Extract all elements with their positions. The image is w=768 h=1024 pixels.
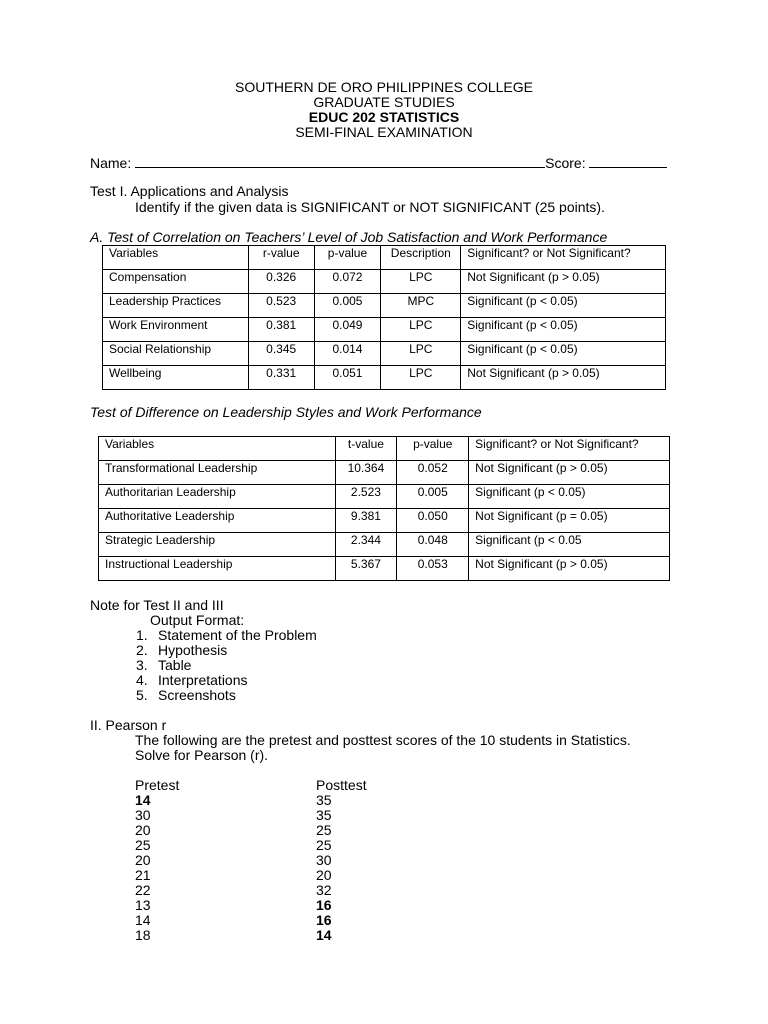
name-score-line [90, 155, 667, 171]
p-value-cell: 0.005 [397, 485, 469, 509]
variable-cell: Compensation [103, 270, 249, 294]
description-cell: LPC [381, 318, 461, 342]
list-item: 4. Interpretations [136, 672, 248, 688]
test1-title: Test I. Applications and Analysis [90, 183, 289, 199]
table-row [103, 294, 666, 318]
p-value-cell: 0.052 [397, 461, 469, 485]
header-cell: Variables [99, 437, 336, 461]
name-blank[interactable] [135, 155, 545, 168]
header-cell: t-value [335, 437, 397, 461]
posttest-score: 30 [316, 852, 332, 868]
pretest-column [135, 793, 151, 943]
t-value-cell: 9.381 [335, 509, 397, 533]
posttest-label: Posttest [316, 777, 367, 793]
school-name: SOUTHERN DE ORO PHILIPPINES COLLEGE [235, 79, 533, 95]
table-b-caption: Test of Difference on Leadership Styles and Work Performance [90, 404, 482, 420]
pretest-score: 22 [135, 882, 151, 898]
posttest-score: 25 [316, 822, 332, 838]
pretest-score: 30 [135, 807, 151, 823]
table-row [103, 366, 666, 390]
pretest-score: 25 [135, 837, 151, 853]
variable-cell: Work Environment [103, 318, 249, 342]
variable-cell: Authoritarian Leadership [99, 485, 336, 509]
r-value-cell: 0.381 [248, 318, 314, 342]
posttest-score: 14 [316, 927, 332, 943]
pretest-score: 20 [135, 852, 151, 868]
header-cell: Significant? or Not Significant? [461, 246, 666, 270]
r-value-cell: 0.326 [248, 270, 314, 294]
exam-title: SEMI-FINAL EXAMINATION [295, 124, 473, 140]
t-value-cell: 5.367 [335, 557, 397, 581]
table-row [99, 485, 670, 509]
variable-cell: Leadership Practices [103, 294, 249, 318]
r-value-cell: 0.345 [248, 342, 314, 366]
t-value-cell: 2.523 [335, 485, 397, 509]
description-cell: LPC [381, 342, 461, 366]
t-value-cell: 10.364 [335, 461, 397, 485]
header-cell: r-value [248, 246, 314, 270]
p-value-cell: 0.049 [314, 318, 381, 342]
p-value-cell: 0.050 [397, 509, 469, 533]
p-value-cell: 0.053 [397, 557, 469, 581]
list-item: 1. Statement of the Problem [136, 627, 317, 643]
posttest-score: 32 [316, 882, 332, 898]
posttest-score: 25 [316, 837, 332, 853]
significance-cell: Not Significant (p > 0.05) [461, 270, 666, 294]
r-value-cell: 0.331 [248, 366, 314, 390]
pretest-score: 21 [135, 867, 151, 883]
header-cell: p-value [314, 246, 381, 270]
output-format-label: Output Format: [150, 612, 245, 628]
p-value-cell: 0.072 [314, 270, 381, 294]
posttest-score: 16 [316, 897, 332, 913]
test1-instruction: Identify if the given data is SIGNIFICANT or NOT SIGNIFICANT (25 points). [135, 199, 605, 215]
significance-cell: Not Significant (p > 0.05) [469, 557, 670, 581]
significance-cell: Significant (p < 0.05) [461, 294, 666, 318]
header-cell: Variables [103, 246, 249, 270]
significance-cell: Not Significant (p > 0.05) [469, 461, 670, 485]
variable-cell: Social Relationship [103, 342, 249, 366]
difference-table [98, 436, 670, 581]
t-value-cell: 2.344 [335, 533, 397, 557]
list-item: 3. Table [136, 657, 192, 673]
table-row [99, 533, 670, 557]
course-title: EDUC 202 STATISTICS [308, 109, 460, 125]
list-item: 5. Screenshots [136, 687, 236, 703]
p-value-cell: 0.051 [314, 366, 381, 390]
table-header-row [99, 437, 670, 461]
table-header-row [103, 246, 666, 270]
table-row [99, 557, 670, 581]
posttest-score: 35 [316, 792, 332, 808]
p-value-cell: 0.005 [314, 294, 381, 318]
pretest-score: 18 [135, 927, 151, 943]
score-label: Score: [545, 155, 590, 171]
header-cell: p-value [397, 437, 469, 461]
r-value-cell: 0.523 [248, 294, 314, 318]
posttest-score: 20 [316, 867, 332, 883]
variable-cell: Strategic Leadership [99, 533, 336, 557]
note-title: Note for Test II and III [90, 597, 224, 613]
table-row [99, 461, 670, 485]
variable-cell: Instructional Leadership [99, 557, 336, 581]
pearson-instruction-1: The following are the pretest and posttest scores of the 10 students in Statistics. [135, 732, 631, 748]
significance-cell: Significant (p < 0.05) [461, 318, 666, 342]
variable-cell: Wellbeing [103, 366, 249, 390]
output-format-list [136, 628, 317, 703]
pretest-score: 20 [135, 822, 151, 838]
name-label: Name: [90, 155, 136, 171]
table-row [103, 270, 666, 294]
pretest-score: 14 [135, 912, 151, 928]
posttest-score: 16 [316, 912, 332, 928]
posttest-column [316, 793, 332, 943]
variable-cell: Transformational Leadership [99, 461, 336, 485]
description-cell: LPC [381, 366, 461, 390]
table-row [99, 509, 670, 533]
description-cell: LPC [381, 270, 461, 294]
significance-cell: Not Significant (p = 0.05) [469, 509, 670, 533]
list-item: 2. Hypothesis [136, 642, 228, 658]
description-cell: MPC [381, 294, 461, 318]
score-blank[interactable] [589, 155, 667, 168]
significance-cell: Significant (p < 0.05) [461, 342, 666, 366]
header-cell: Description [381, 246, 461, 270]
pearson-title: II. Pearson r [90, 717, 167, 733]
header-cell: Significant? or Not Significant? [469, 437, 670, 461]
table-row [103, 318, 666, 342]
pretest-score: 14 [135, 792, 151, 808]
p-value-cell: 0.048 [397, 533, 469, 557]
pearson-instruction-2: Solve for Pearson (r). [135, 747, 269, 763]
posttest-score: 35 [316, 807, 332, 823]
table-a-caption: A. Test of Correlation on Teachers’ Level of Job Satisfaction and Work Performance [90, 229, 608, 245]
significance-cell: Significant (p < 0.05) [469, 485, 670, 509]
p-value-cell: 0.014 [314, 342, 381, 366]
significance-cell: Not Significant (p > 0.05) [461, 366, 666, 390]
pretest-label: Pretest [135, 777, 180, 793]
pretest-score: 13 [135, 897, 151, 913]
table-row [103, 342, 666, 366]
significance-cell: Significant (p < 0.05 [469, 533, 670, 557]
correlation-table [102, 245, 666, 390]
variable-cell: Authoritative Leadership [99, 509, 336, 533]
division-name: GRADUATE STUDIES [313, 94, 455, 110]
